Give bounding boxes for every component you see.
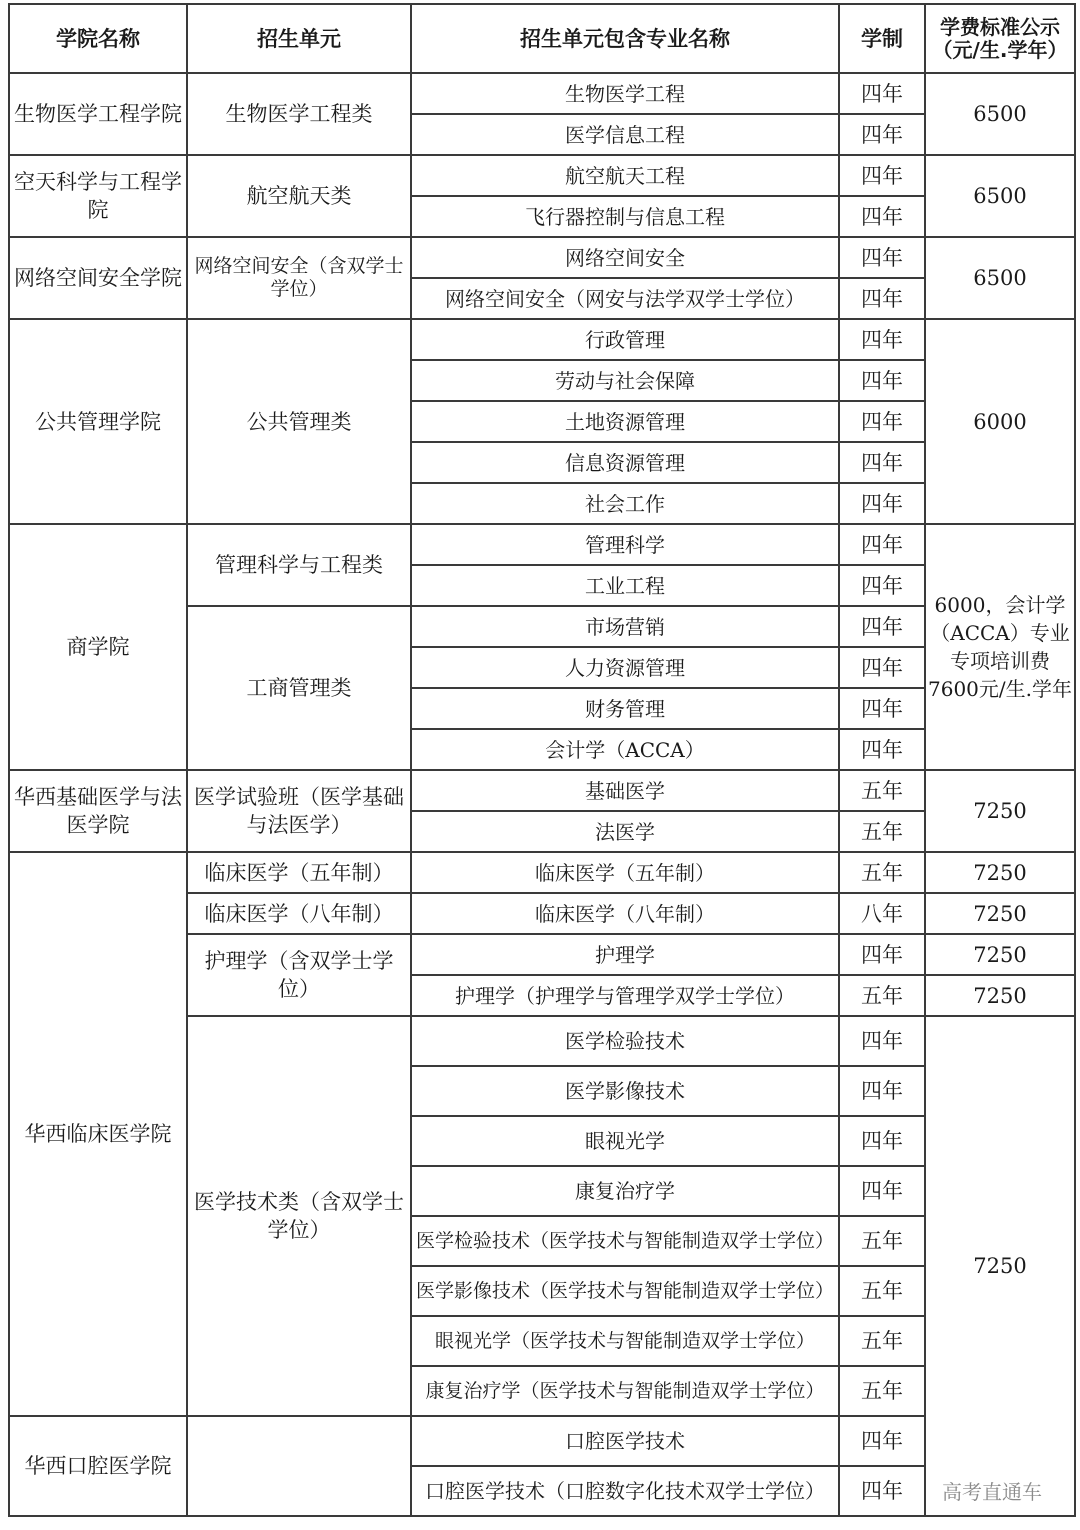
major-cell: 医学信息工程 (411, 114, 839, 155)
fee-cell: 6500 (925, 237, 1075, 319)
table-row (9, 73, 1075, 114)
duration-cell: 四年 (839, 114, 925, 155)
duration-cell: 五年 (839, 1216, 925, 1266)
college-cell: 网络空间安全学院 (9, 237, 187, 319)
duration-cell: 四年 (839, 483, 925, 524)
duration-cell: 四年 (839, 524, 925, 565)
unit-cell: 医学试验班（医学基础与法医学） (187, 770, 411, 852)
college-cell: 公共管理学院 (9, 319, 187, 524)
header-row (9, 4, 1075, 73)
duration-cell: 四年 (839, 1466, 925, 1516)
major-cell: 土地资源管理 (411, 401, 839, 442)
duration-cell: 四年 (839, 606, 925, 647)
unit-cell: 管理科学与工程类 (187, 524, 411, 606)
unit-cell: 临床医学（五年制） (187, 852, 411, 893)
major-cell: 社会工作 (411, 483, 839, 524)
watermark-text: 高考直通车 (942, 1480, 1042, 1504)
fee-cell: 7250 (925, 975, 1075, 1016)
table-row (9, 237, 1075, 278)
major-cell: 行政管理 (411, 319, 839, 360)
unit-cell: 工商管理类 (187, 606, 411, 770)
table-row (9, 155, 1075, 196)
major-cell: 基础医学 (411, 770, 839, 811)
header-fee: 学费标准公示（元/生.学年） (925, 4, 1075, 73)
unit-cell: 医学技术类（含双学士学位） (187, 1016, 411, 1416)
major-cell: 口腔医学技术（口腔数字化技术双学士学位） (411, 1466, 839, 1516)
major-cell: 劳动与社会保障 (411, 360, 839, 401)
major-cell: 眼视光学（医学技术与智能制造双学士学位） (411, 1316, 839, 1366)
duration-cell: 四年 (839, 647, 925, 688)
header-duration: 学制 (839, 4, 925, 73)
unit-cell-empty (187, 1416, 411, 1516)
fee-cell: 7250 (925, 852, 1075, 893)
duration-cell: 五年 (839, 1266, 925, 1316)
fee-cell: 7250 (925, 893, 1075, 934)
major-cell: 管理科学 (411, 524, 839, 565)
fee-note-cell: 6000，会计学（ACCA）专业专项培训费7600元/生.学年 (925, 524, 1075, 770)
major-cell: 护理学（护理学与管理学双学士学位） (411, 975, 839, 1016)
duration-cell: 五年 (839, 1366, 925, 1416)
header-majors: 招生单元包含专业名称 (411, 4, 839, 73)
college-cell: 华西口腔医学院 (9, 1416, 187, 1516)
header-college: 学院名称 (9, 4, 187, 73)
duration-cell: 四年 (839, 1066, 925, 1116)
college-cell: 华西临床医学院 (9, 852, 187, 1416)
major-cell: 眼视光学 (411, 1116, 839, 1166)
unit-cell: 生物医学工程类 (187, 73, 411, 155)
duration-cell: 四年 (839, 565, 925, 606)
header-unit: 招生单元 (187, 4, 411, 73)
fee-cell: 7250 (925, 934, 1075, 975)
duration-cell: 五年 (839, 770, 925, 811)
major-cell: 医学检验技术 (411, 1016, 839, 1066)
duration-cell: 四年 (839, 934, 925, 975)
duration-cell: 四年 (839, 155, 925, 196)
duration-cell: 四年 (839, 360, 925, 401)
major-cell: 临床医学（八年制） (411, 893, 839, 934)
major-cell: 医学影像技术（医学技术与智能制造双学士学位） (411, 1266, 839, 1316)
duration-cell: 四年 (839, 729, 925, 770)
college-cell: 空天科学与工程学院 (9, 155, 187, 237)
tuition-table (8, 3, 1076, 1517)
duration-cell: 四年 (839, 1416, 925, 1466)
duration-cell: 四年 (839, 196, 925, 237)
duration-cell: 四年 (839, 73, 925, 114)
major-cell: 网络空间安全 (411, 237, 839, 278)
major-cell: 飞行器控制与信息工程 (411, 196, 839, 237)
major-cell: 医学检验技术（医学技术与智能制造双学士学位） (411, 1216, 839, 1266)
fee-cell: 6500 (925, 73, 1075, 155)
table-row (9, 852, 1075, 893)
duration-cell: 五年 (839, 811, 925, 852)
college-cell: 生物医学工程学院 (9, 73, 187, 155)
major-cell: 人力资源管理 (411, 647, 839, 688)
college-cell: 商学院 (9, 524, 187, 770)
duration-cell: 四年 (839, 278, 925, 319)
major-cell: 会计学（ACCA） (411, 729, 839, 770)
duration-cell: 四年 (839, 237, 925, 278)
fee-cell: 6500 (925, 155, 1075, 237)
duration-cell: 五年 (839, 852, 925, 893)
fee-cell: 6000 (925, 319, 1075, 524)
table-row (9, 319, 1075, 360)
unit-cell: 护理学（含双学士学位） (187, 934, 411, 1016)
unit-cell: 网络空间安全（含双学士学位） (187, 237, 411, 319)
major-cell: 护理学 (411, 934, 839, 975)
major-cell: 口腔医学技术 (411, 1416, 839, 1466)
major-cell: 法医学 (411, 811, 839, 852)
major-cell: 医学影像技术 (411, 1066, 839, 1116)
major-cell: 财务管理 (411, 688, 839, 729)
duration-cell: 五年 (839, 975, 925, 1016)
unit-cell: 公共管理类 (187, 319, 411, 524)
major-cell: 工业工程 (411, 565, 839, 606)
duration-cell: 四年 (839, 688, 925, 729)
major-cell: 市场营销 (411, 606, 839, 647)
duration-cell: 四年 (839, 442, 925, 483)
table-row (9, 524, 1075, 565)
table-row (9, 770, 1075, 811)
fee-cell: 7250 (925, 1016, 1075, 1516)
major-cell: 康复治疗学 (411, 1166, 839, 1216)
college-cell: 华西基础医学与法医学院 (9, 770, 187, 852)
major-cell: 临床医学（五年制） (411, 852, 839, 893)
duration-cell: 八年 (839, 893, 925, 934)
major-cell: 航空航天工程 (411, 155, 839, 196)
major-cell: 康复治疗学（医学技术与智能制造双学士学位） (411, 1366, 839, 1416)
table-row (9, 1416, 1075, 1466)
duration-cell: 五年 (839, 1316, 925, 1366)
duration-cell: 四年 (839, 1016, 925, 1066)
major-cell: 信息资源管理 (411, 442, 839, 483)
duration-cell: 四年 (839, 401, 925, 442)
major-cell: 生物医学工程 (411, 73, 839, 114)
unit-cell: 航空航天类 (187, 155, 411, 237)
duration-cell: 四年 (839, 1166, 925, 1216)
major-cell: 网络空间安全（网安与法学双学士学位） (411, 278, 839, 319)
duration-cell: 四年 (839, 1116, 925, 1166)
duration-cell: 四年 (839, 319, 925, 360)
unit-cell: 临床医学（八年制） (187, 893, 411, 934)
fee-cell: 7250 (925, 770, 1075, 852)
